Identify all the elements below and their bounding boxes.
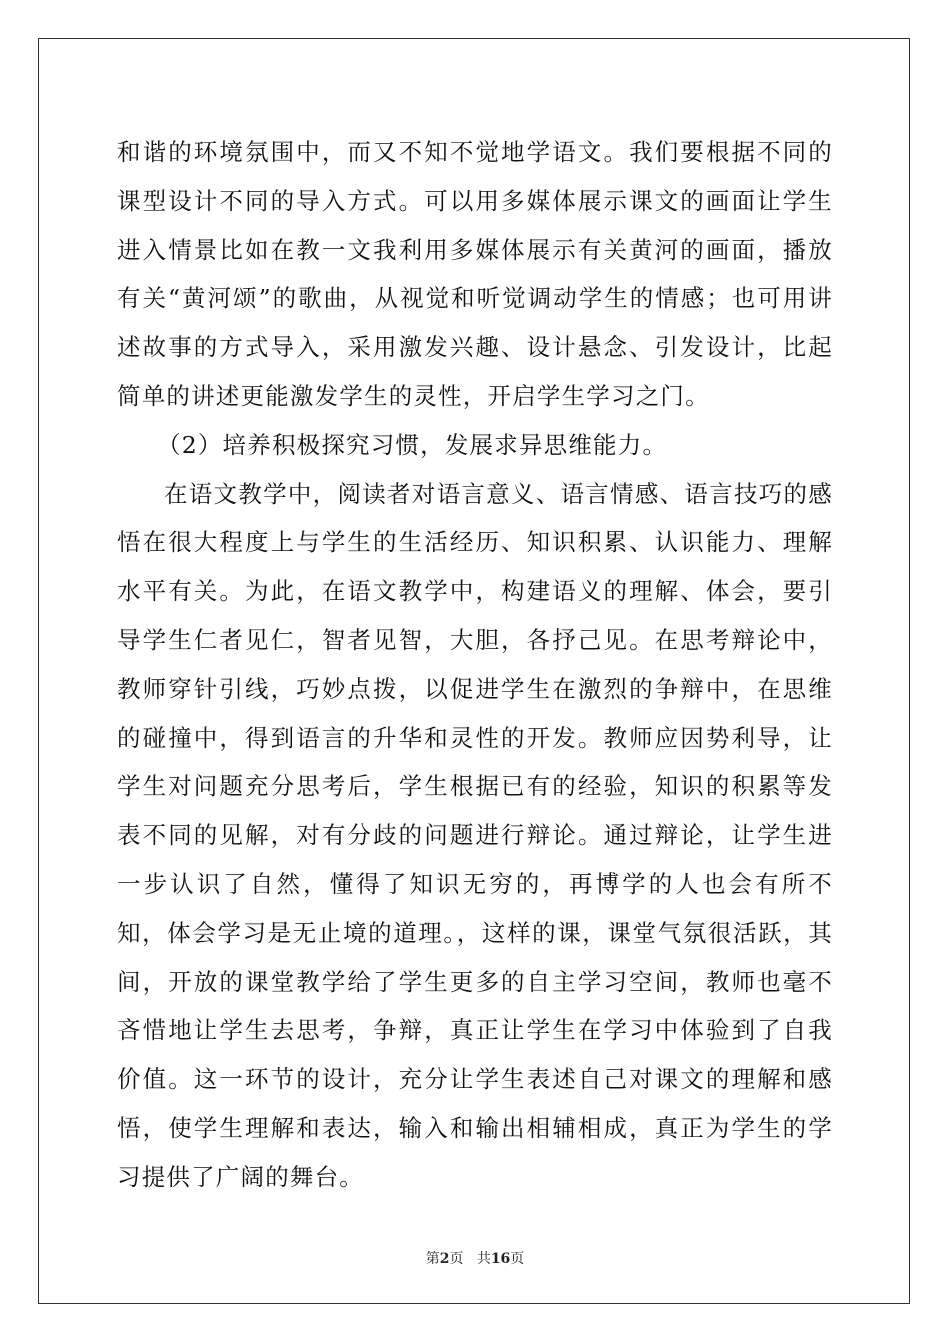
- page-number: 2: [439, 1251, 450, 1267]
- paragraph-2: 在语文教学中，阅读者对语言意义、语言情感、语言技巧的感悟在很大程度上与学生的生活经历、知识积累、认识能力、理解水平有关。为此，在语文教学中，构建语义的理解、体会，要引导学生仁者见仁，智者见智，大胆，各抒己见。在思考辩论中，教师穿针引线，巧妙点拨，以促进学生在激烈的争辩中，在思维的碰撞中，得到语言的升华和灵性的开发。教师应因势利导，让学生对问题充分思考后，学生根据已有的经验，知识的积累等发表不同的见解，对有分歧的问题进行辩论。通过辩论，让学生进一步认识了自然，懂得了知识无穷的，再博学的人也会有所不知，体会学习是无止境的道理。，这样的课，课堂气氛很活跃，其间，开放的课堂教学给了学生更多的自主学习空间，教师也毫不吝惜地让学生去思考，争辩，真正让学生在学习中体验到了自我价值。这一环节的设计，充分让学生表述自己对课文的理解和感悟，使学生理解和表达，输入和输出相辅相成，真正为学生的学习提供了广阔的舞台。: [117, 479, 833, 1191]
- paragraph-1: 和谐的环境氛围中，而又不知不觉地学语文。我们要根据不同的课型设计不同的导入方式。可以用多媒体展示课文的画面让学生进入情景比如在教一文我利用多媒体展示有关黄河的画面，播放有关“黄河颂”的歌曲，从视觉和听觉调动学生的情感；也可用讲述故事的方式导入，采用激发兴趣、设计悬念、引发设计，比起简单的讲述更能激发学生的灵性，开启学生学习之门。: [117, 138, 833, 410]
- section-heading: （2）培养积极探究习惯，发展求异思维能力。: [157, 430, 668, 459]
- total-suffix: 页: [510, 1251, 525, 1267]
- total-pages: 16: [490, 1251, 511, 1267]
- page-footer: [0, 1248, 950, 1268]
- total-prefix: 共: [476, 1251, 491, 1267]
- document-body: [117, 128, 833, 1202]
- page-suffix: 页: [449, 1251, 464, 1267]
- page-prefix: 第: [425, 1251, 440, 1267]
